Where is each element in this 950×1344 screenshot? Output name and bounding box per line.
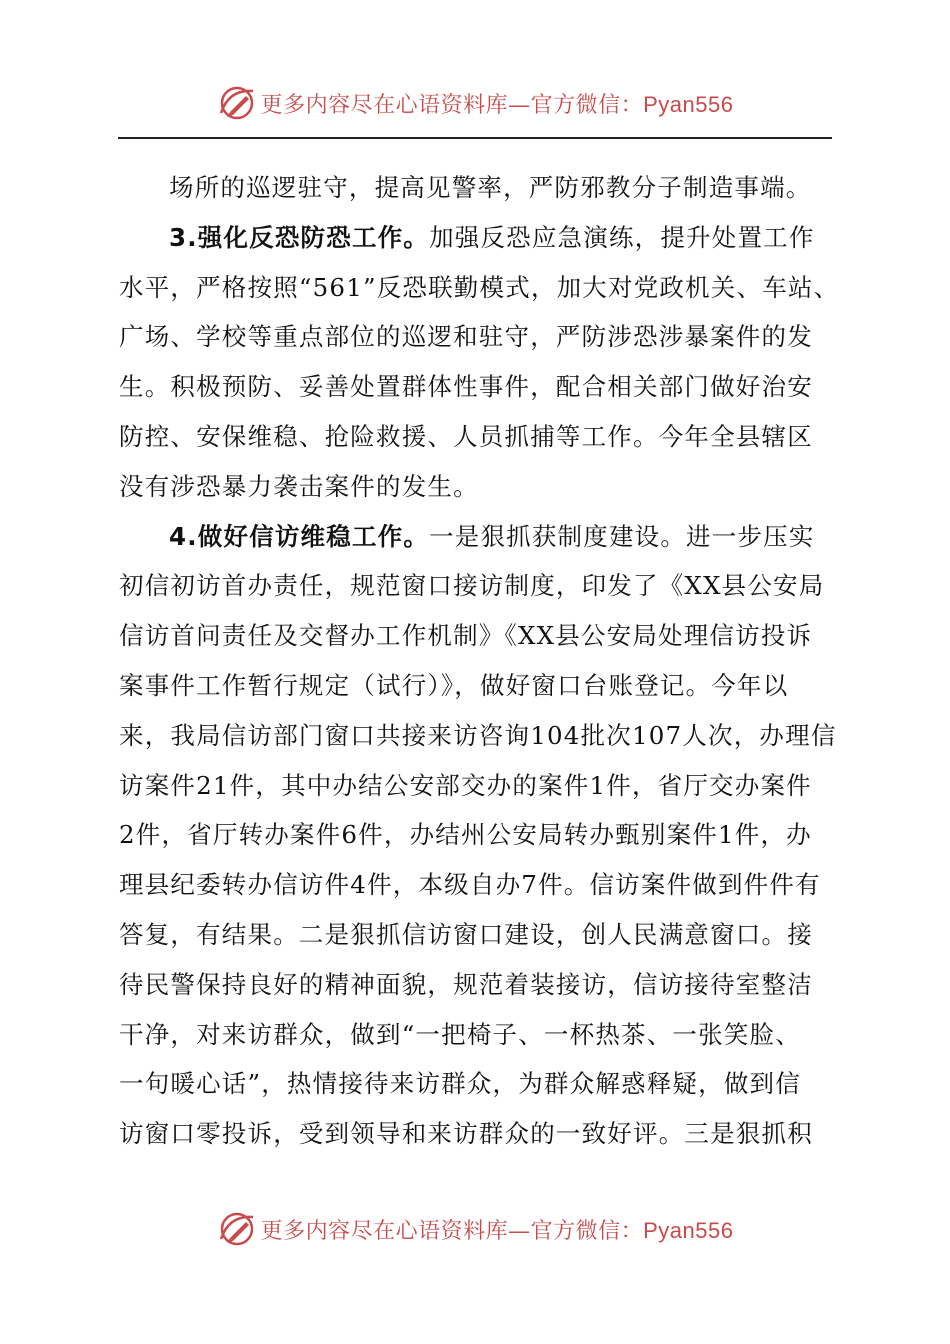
- text-line: [119, 761, 831, 811]
- line-text: 一句暖心话”，热情接待来访群众，为群众解惑释疑，做到信: [119, 1069, 801, 1099]
- text-line: [119, 512, 831, 562]
- header-watermark-banner: [0, 81, 950, 125]
- section-heading: 4.做好信访维稳工作。: [169, 521, 430, 551]
- text-line: [119, 213, 831, 263]
- line-text: 没有涉恐暴力袭击案件的发生。: [119, 471, 479, 501]
- section-heading: 3.强化反恐防恐工作。: [169, 222, 430, 252]
- line-text: 一是狠抓获制度建设。进一步压实: [429, 521, 815, 551]
- text-line: [119, 711, 837, 761]
- text-line: [119, 860, 831, 910]
- text-line: [119, 810, 831, 860]
- line-text: 来，我局信访部门窗口共接来访咨询104批次107人次，办理信: [119, 720, 837, 750]
- text-line: [119, 1010, 831, 1060]
- line-text: 理县纪委转办信访件4件，本级自办7件。信访案件做到件件有: [119, 870, 821, 900]
- line-text: 生。积极预防、妥善处置群体性事件，配合相关部门做好治安: [119, 372, 813, 402]
- text-line: [119, 312, 831, 362]
- text-line: [119, 561, 831, 611]
- text-line: [119, 661, 831, 711]
- line-text: 待民警保持良好的精神面貌，规范着装接访，信访接待室整洁: [119, 969, 813, 999]
- text-line: [119, 960, 831, 1010]
- line-text: 防控、安保维稳、抢险救援、人员抓捕等工作。今年全县辖区: [119, 421, 813, 451]
- document-body: [119, 163, 840, 1159]
- line-text: 访案件21件，其中办结公安部交办的案件1件，省厅交办案件: [119, 770, 812, 800]
- line-text: 访窗口零投诉，受到领导和来访群众的一致好评。三是狠抓积: [119, 1119, 813, 1149]
- text-line: [119, 1109, 831, 1159]
- line-text: 案事件工作暂行规定（试行）》，做好窗口台账登记。今年以: [119, 670, 789, 700]
- text-line: [119, 362, 831, 412]
- pen-logo-icon: [217, 1209, 257, 1249]
- pen-logo-icon: [217, 83, 257, 123]
- watermark-brand: Pyan556: [643, 1217, 734, 1243]
- header-divider: [118, 137, 832, 139]
- line-text: 广场、学校等重点部位的巡逻和驻守，严防涉恐涉暴案件的发: [119, 322, 813, 352]
- watermark-text: 更多内容尽在心语资料库—官方微信：Pyan556: [260, 91, 734, 118]
- watermark-brand: Pyan556: [643, 91, 734, 117]
- text-line: [119, 910, 831, 960]
- text-line: [119, 263, 840, 313]
- footer-watermark-banner: [0, 1207, 950, 1251]
- line-text: 场所的巡逻驻守，提高见警率，严防邪教分子制造事端。: [169, 173, 812, 202]
- line-text: 答复，有结果。二是狠抓信访窗口建设，创人民满意窗口。接: [119, 919, 813, 949]
- watermark-text: 更多内容尽在心语资料库—官方微信：Pyan556: [260, 1217, 734, 1244]
- line-text: 干净，对来访群众，做到“一把椅子、一杯热茶、一张笑脸、: [119, 1019, 801, 1049]
- line-text: 初信初访首办责任，规范窗口接访制度，印发了《XX县公安局: [119, 571, 825, 601]
- text-line: [119, 1059, 831, 1109]
- text-line: [119, 462, 831, 512]
- text-line: [119, 611, 831, 661]
- text-line: [119, 163, 831, 213]
- line-text: 加强反恐应急演练，提升处置工作: [429, 222, 815, 252]
- line-text: 2件，省厅转办案件6件，办结州公安局转办甄别案件1件，办: [119, 820, 812, 850]
- text-line: [119, 412, 831, 462]
- line-text: 水平，严格按照“561”反恐联勤模式，加大对党政机关、车站、: [119, 272, 840, 302]
- line-text: 信访首问责任及交督办工作机制》《XX县公安局处理信访投诉: [119, 621, 813, 651]
